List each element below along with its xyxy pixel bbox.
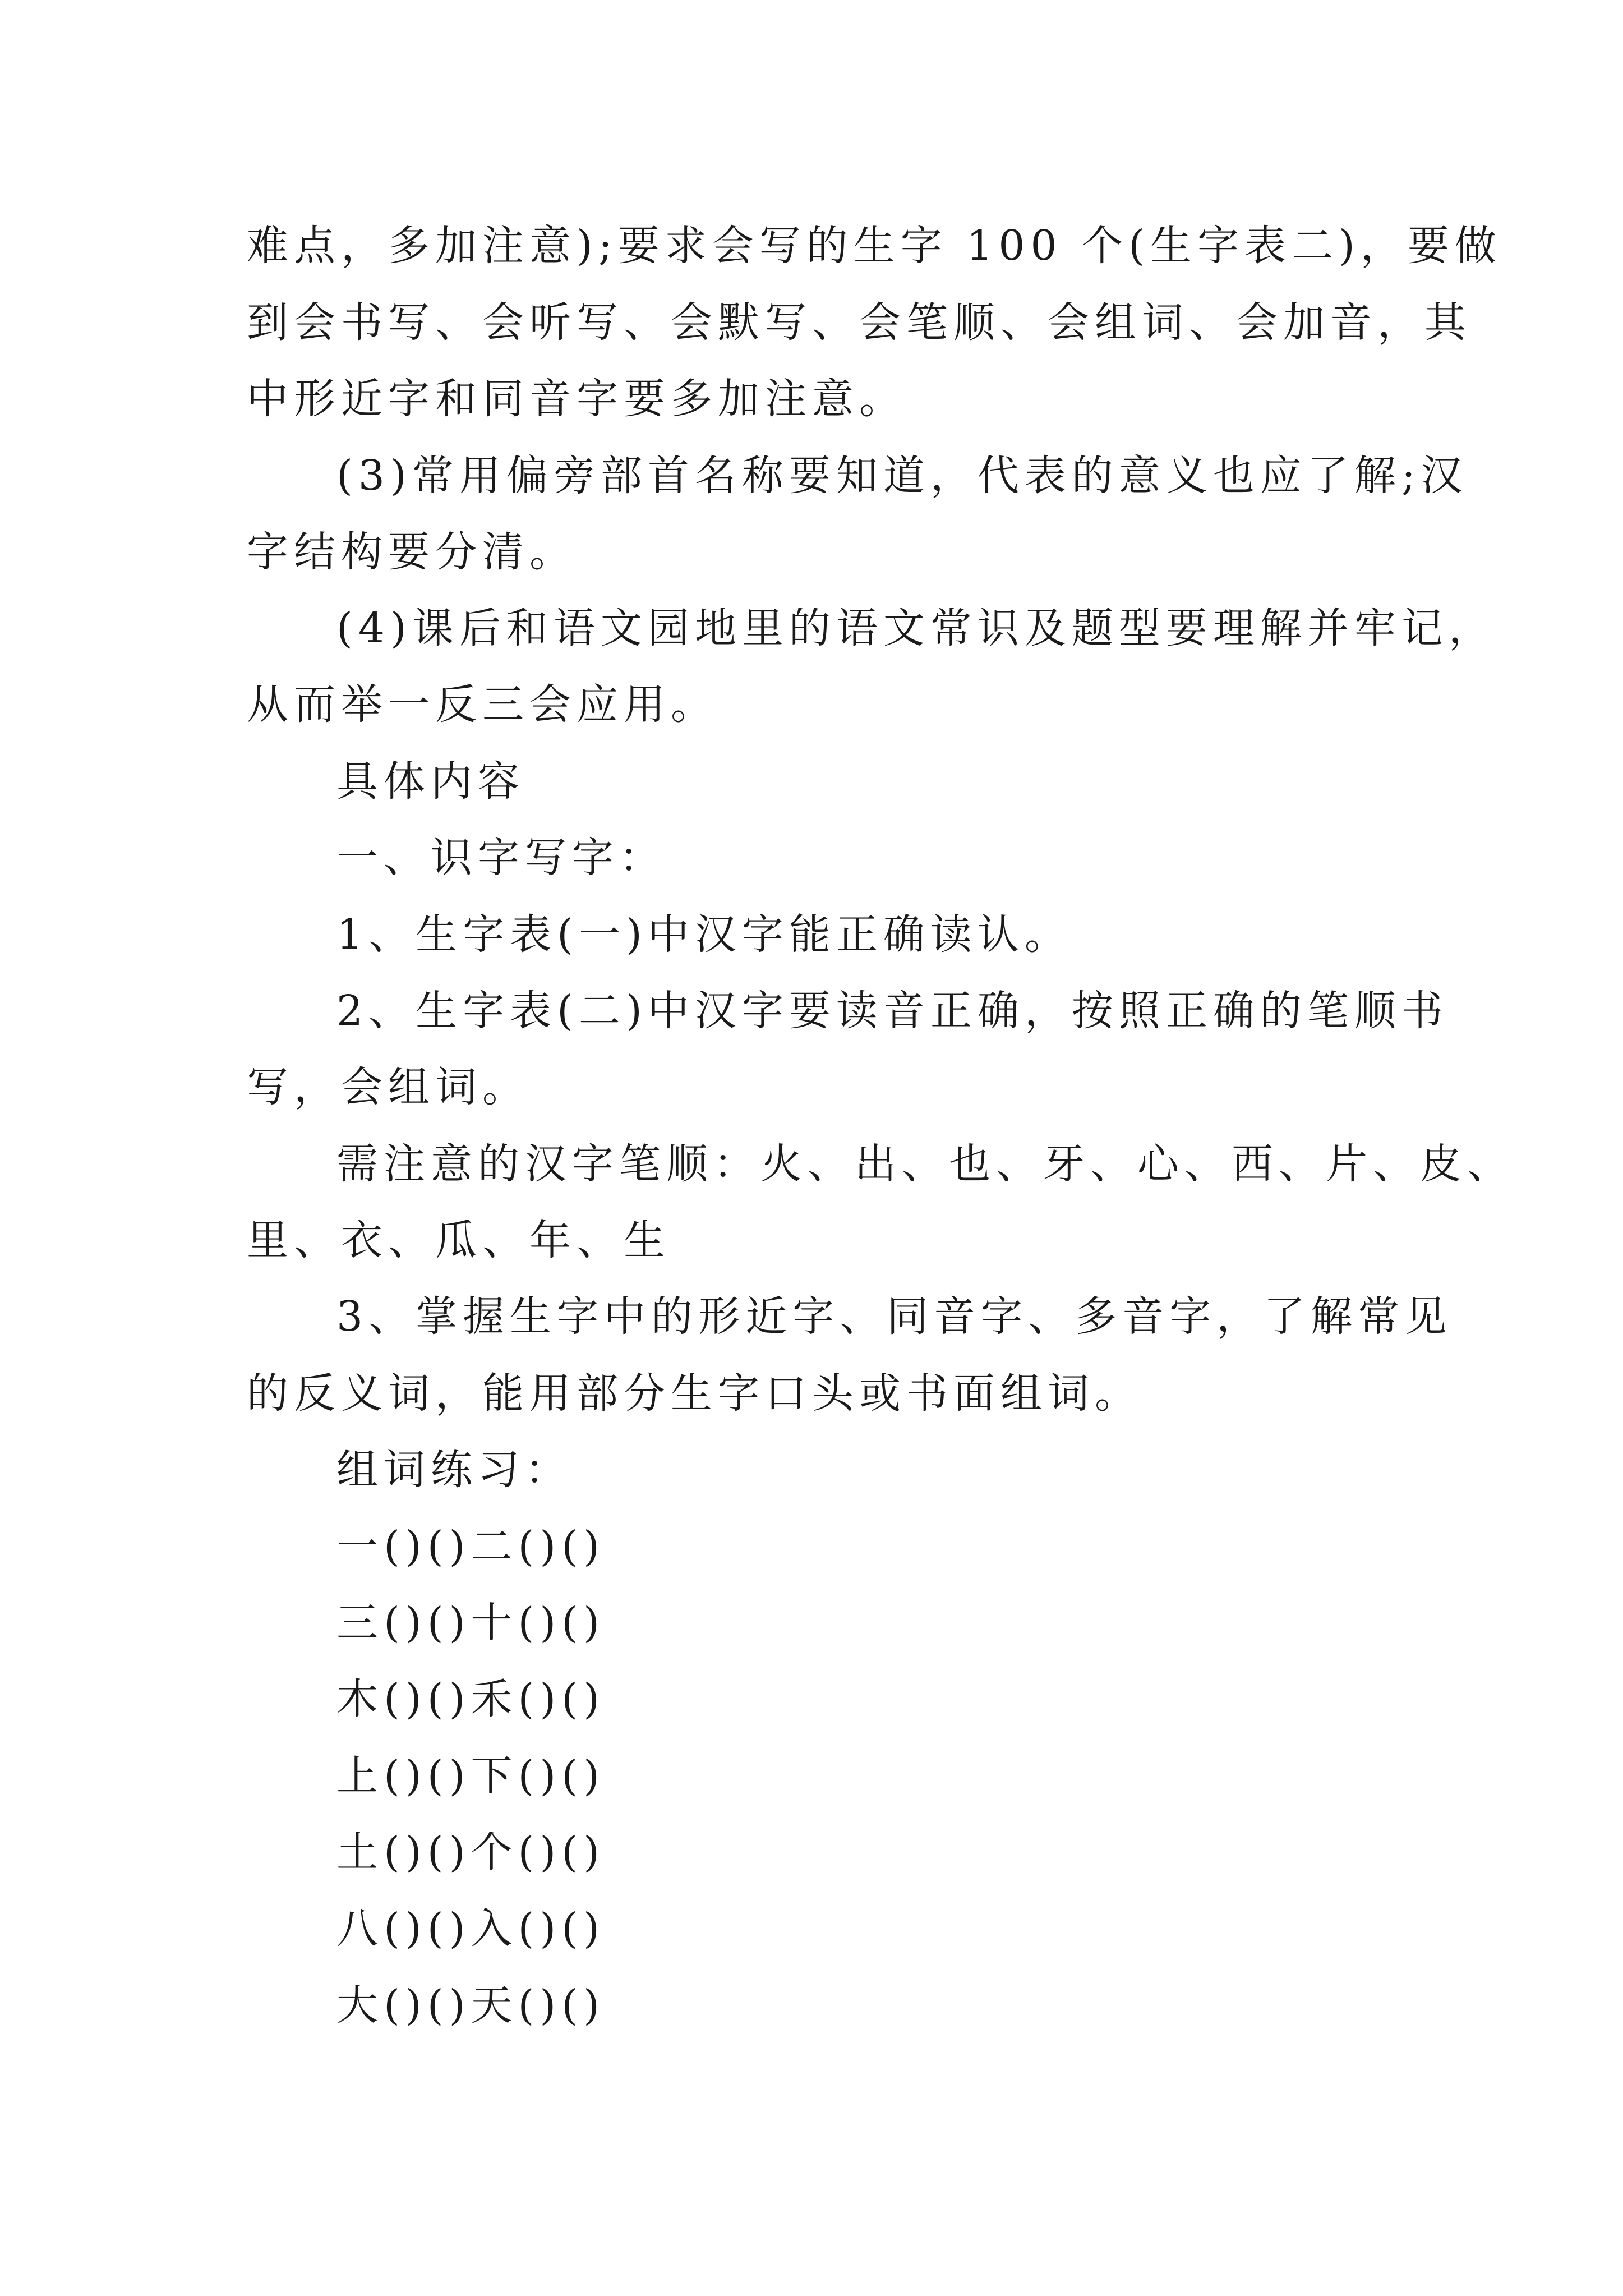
paragraph-line: 里、衣、瓜、年、生 bbox=[247, 1216, 671, 1264]
section-heading: 具体内容 bbox=[336, 757, 525, 806]
paragraph-line: 1、生字表(一)中汉字能正确读认。 bbox=[336, 910, 1072, 959]
exercise-line: 三()()十()() bbox=[336, 1599, 605, 1647]
exercise-line: 土()()个()() bbox=[336, 1828, 605, 1876]
paragraph-line: (4)课后和语文园地里的语文常识及题型要理解并牢记， bbox=[336, 604, 1496, 652]
paragraph-line: 的反义词，能用部分生字口头或书面组词。 bbox=[247, 1369, 1142, 1418]
paragraph-line: 字结构要分清。 bbox=[247, 528, 577, 576]
paragraph-line: 到会书写、会听写、会默写、会笔顺、会组词、会加音，其 bbox=[247, 298, 1472, 347]
paragraph-line: 从而举一反三会应用。 bbox=[247, 680, 718, 729]
exercise-line: 八()()入()() bbox=[336, 1904, 605, 1953]
paragraph-line: 写，会组词。 bbox=[247, 1063, 529, 1111]
paragraph-line: 难点，多加注意);要求会写的生字 100 个(生字表二)，要做 bbox=[247, 222, 1502, 270]
exercise-line: 大()()天()() bbox=[336, 1981, 605, 2030]
paragraph-line: 中形近字和同音字要多加注意。 bbox=[247, 375, 906, 423]
paragraph-line: 2、生字表(二)中汉字要读音正确，按照正确的笔顺书 bbox=[336, 987, 1449, 1035]
paragraph-line: 3、掌握生字中的形近字、同音字、多音字，了解常见 bbox=[336, 1292, 1453, 1341]
section-heading: 组词练习： bbox=[336, 1446, 572, 1494]
section-heading: 一、识字写字： bbox=[336, 834, 666, 882]
paragraph-line: 需注意的汉字笔顺：火、出、也、牙、心、西、片、皮、 bbox=[336, 1140, 1514, 1188]
exercise-line: 上()()下()() bbox=[336, 1752, 605, 1800]
exercise-line: 一()()二()() bbox=[336, 1522, 605, 1571]
paragraph-line: (3)常用偏旁部首名称要知道，代表的意义也应了解;汉 bbox=[336, 452, 1468, 500]
exercise-line: 木()()禾()() bbox=[336, 1675, 605, 1723]
